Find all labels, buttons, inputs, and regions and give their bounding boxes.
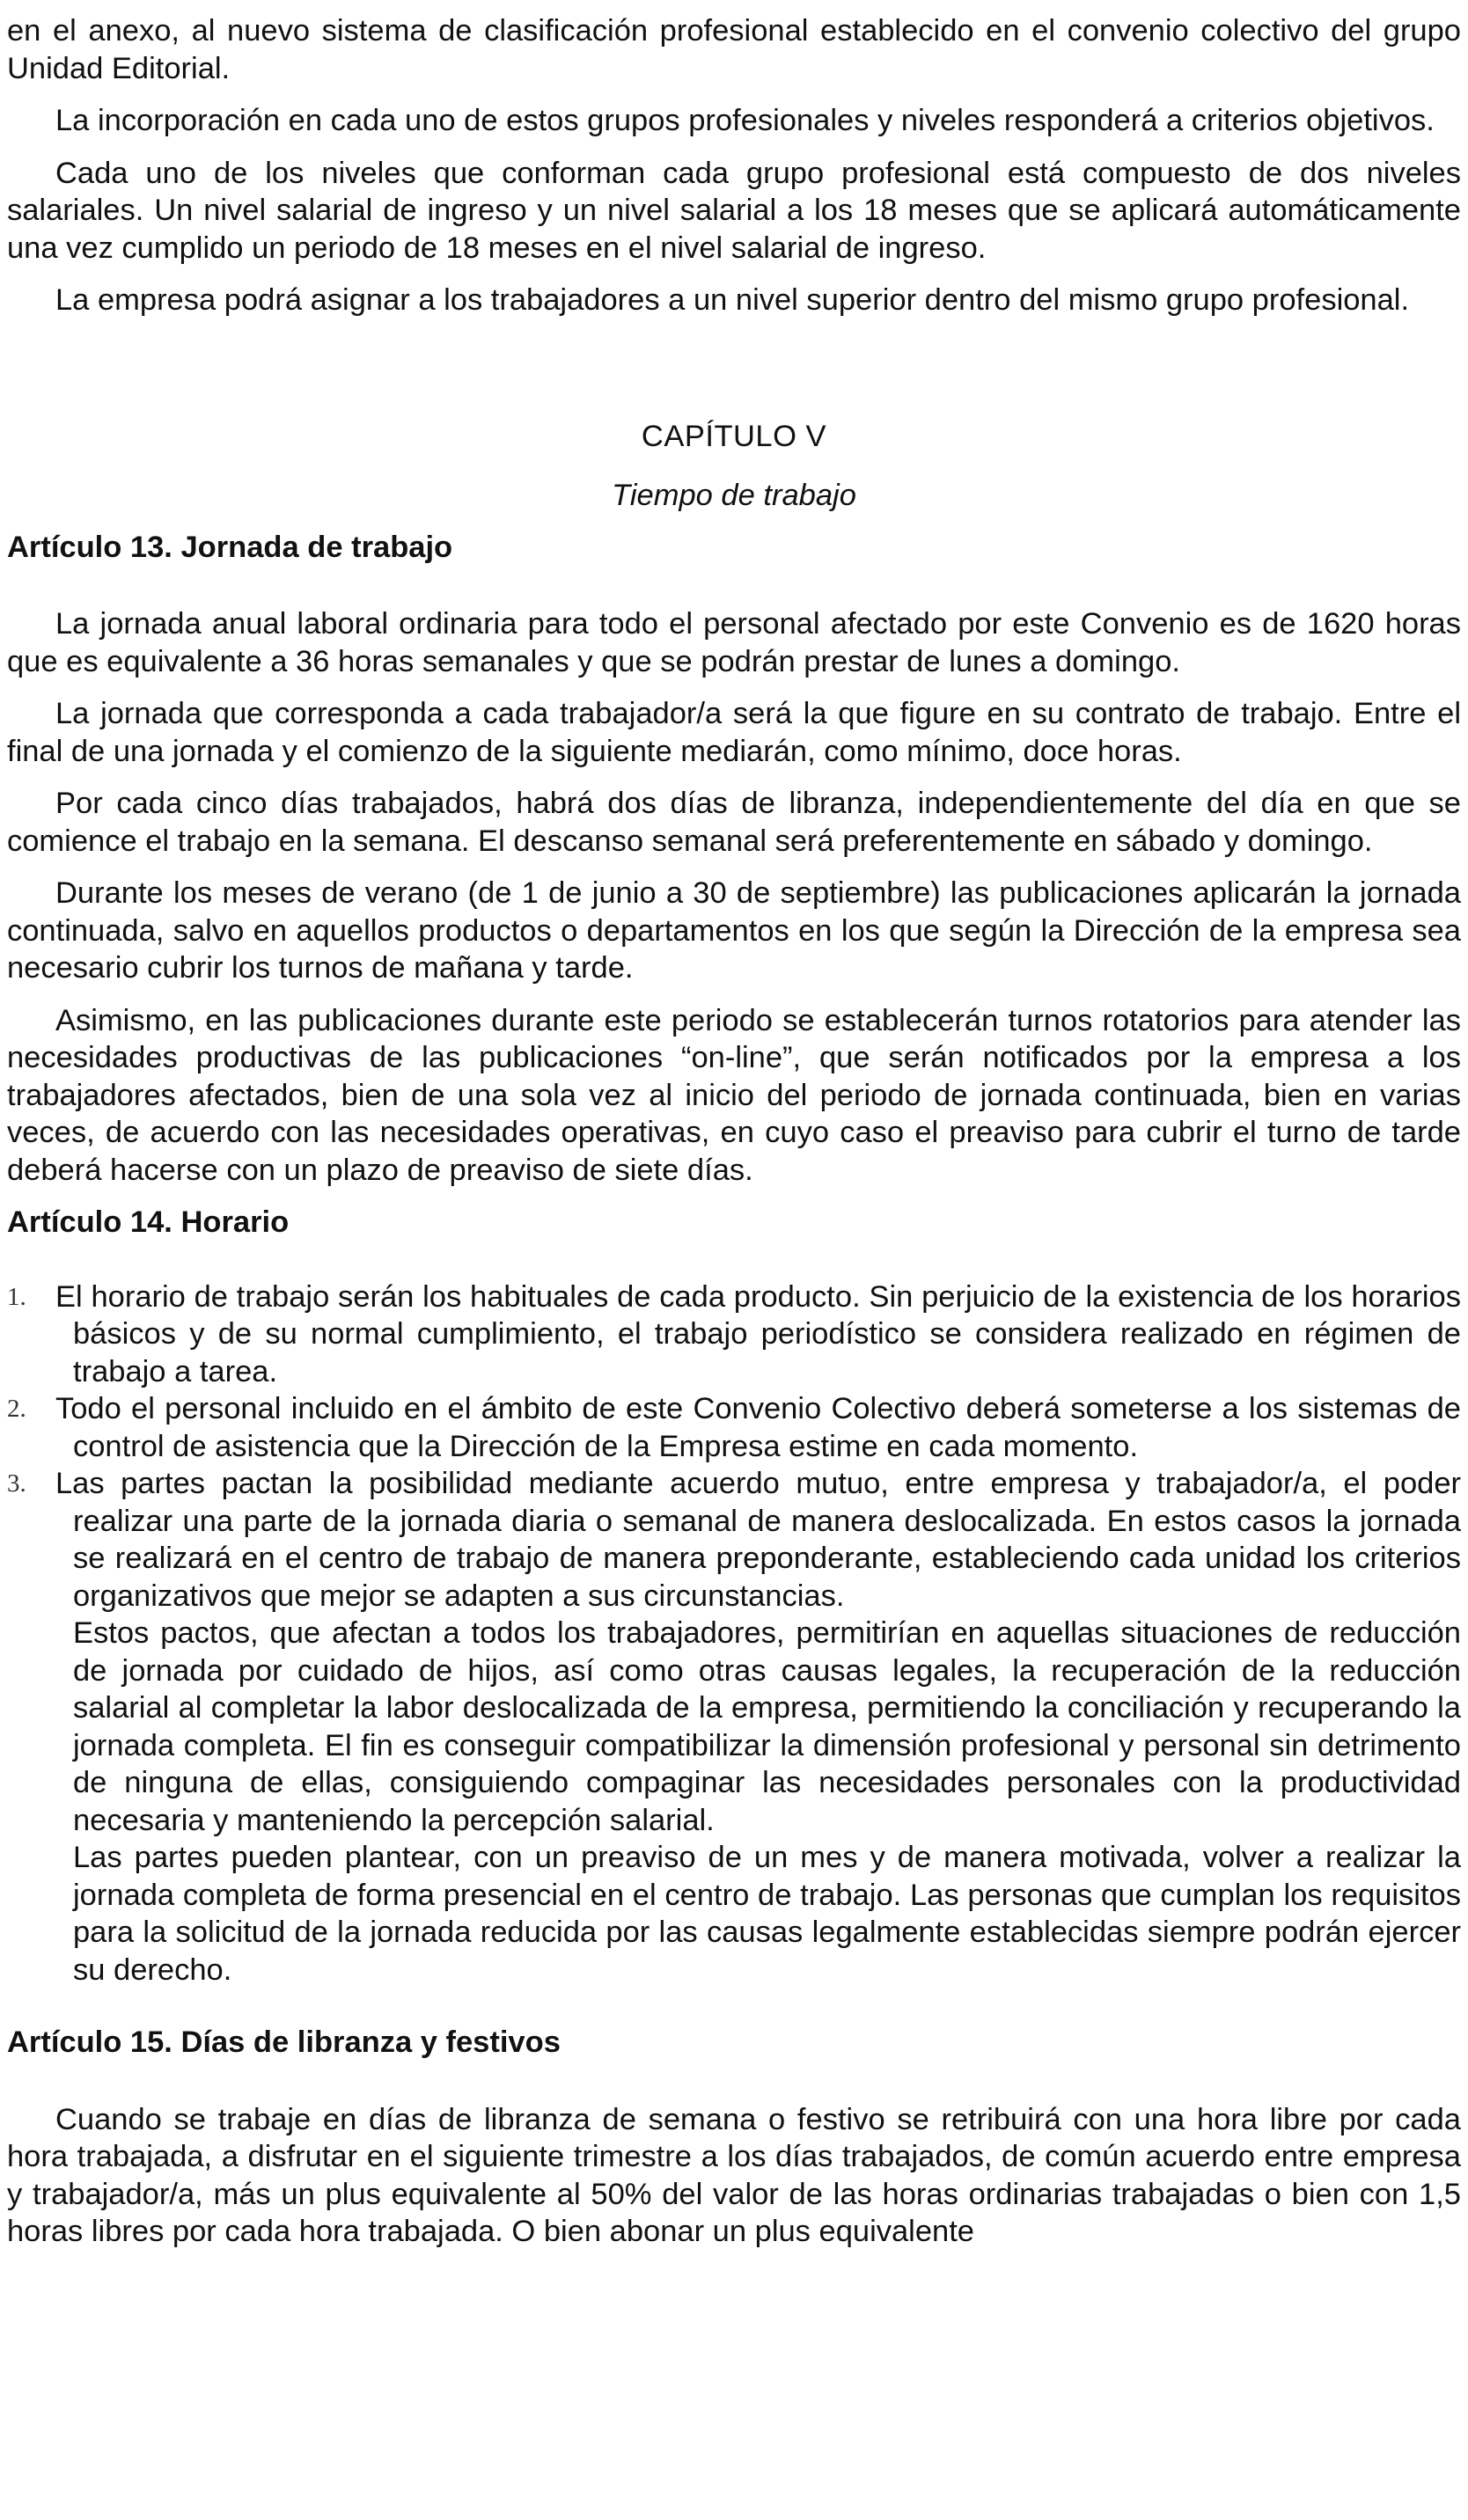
section-gap bbox=[7, 334, 1461, 418]
list-item-continuation: Las partes pueden plantear, con un preaviso de un mes y de manera motivada, volver a realizar la jornada completa de forma presencial en el centro de trabajo. Las personas que cumplan los requisitos para la solicitud de la jornada reducida por las causas legalmente establecidas siempre podrán ejercer su derecho. bbox=[73, 1841, 1461, 1987]
article-15-heading: Artículo 15. Días de libranza y festivos bbox=[7, 2026, 561, 2059]
list-item bbox=[7, 1390, 1461, 1465]
list-item-text: El horario de trabajo serán los habituales de cada producto. Sin perjuicio de la existencia de los horarios básicos y de su normal cumplimiento, el trabajo periodístico se considera realizado en régimen de trabajo a tarea. bbox=[55, 1279, 1461, 1388]
article-13-paragraph: La jornada anual laboral ordinaria para todo el personal afectado por este Convenio es de 1620 horas que es equivalente a 36 horas semanales y que se podrán prestar de lunes a domingo. bbox=[7, 607, 1461, 678]
chapter-subtitle: Tiempo de trabajo bbox=[612, 479, 856, 512]
article-13-paragraph: La jornada que corresponda a cada trabajador/a será la que figure en su contrato de trabajo. Entre el final de una jornada y el comienzo de la siguiente mediarán, como mínimo, doce horas. bbox=[7, 697, 1461, 768]
article-14-heading: Artículo 14. Horario bbox=[7, 1205, 290, 1239]
list-item-continuation: Estos pactos, que afectan a todos los trabajadores, permitirían en aquellas situaciones de reducción de jornada por cuidado de hijos, así como otras causas legales, la recuperación de la reducción salarial al completar la labor deslocalizada de la empresa, permitiendo la conciliación y recuperando la jornada completa. El fin es conseguir compatibilizar la dimensión profesional y personal sin detrimento de ninguna de ellas, consiguiendo compaginar las necesidades personales con la productividad necesaria y manteniendo la percepción salarial. bbox=[73, 1616, 1461, 1837]
list-item bbox=[7, 1465, 1461, 1989]
document-page bbox=[7, 12, 1461, 2266]
list-item-text: Las partes pactan la posibilidad mediante acuerdo mutuo, entre empresa y trabajador/a, el poder realizar una parte de la jornada diaria o semanal de manera deslocalizada. En estos casos la jornada se realizará en el centro de trabajo de manera preponderante, estableciendo cada unidad los criterios organizativos que mejor se adapten a sus circunstancias. bbox=[55, 1467, 1461, 1613]
article-13-paragraph: Durante los meses de verano (de 1 de junio a 30 de septiembre) las publicaciones aplicarán la jornada continuada, salvo en aquellos productos o departamentos en los que según la Dirección de la empresa sea necesario cubrir los turnos de mañana y tarde. bbox=[7, 876, 1461, 985]
list-item bbox=[7, 1278, 1461, 1391]
article-13-heading: Artículo 13. Jornada de trabajo bbox=[7, 530, 453, 564]
intro-paragraph: La incorporación en cada uno de estos grupos profesionales y niveles responderá a criterios objetivos. bbox=[55, 104, 1435, 137]
list-item-number: 1. bbox=[7, 1282, 26, 1311]
article-14-list bbox=[7, 1278, 1461, 1989]
intro-paragraph: en el anexo, al nuevo sistema de clasificación profesional establecido en el convenio colectivo del grupo Unidad Editorial. bbox=[7, 14, 1461, 85]
intro-paragraph: La empresa podrá asignar a los trabajadores a un nivel superior dentro del mismo grupo profesional. bbox=[55, 283, 1410, 317]
intro-paragraph: Cada uno de los niveles que conforman cada grupo profesional está compuesto de dos niveles salariales. Un nivel salarial de ingreso y un nivel salarial a los 18 meses que se aplicará automáticamente una vez cumplido un periodo de 18 meses en el nivel salarial de ingreso. bbox=[7, 156, 1461, 265]
article-13-paragraph: Asimismo, en las publicaciones durante este periodo se establecerán turnos rotatorios para atender las necesidades productivas de las publicaciones “on-line”, que serán notificados por la empresa a los trabajadores afectados, bien de una sola vez al inicio del periodo de jornada continuada, bien en varias veces, de acuerdo con las necesidades operativas, en cuyo caso el preaviso para cubrir el turno de tarde deberá hacerse con un plazo de preaviso de siete días. bbox=[7, 1003, 1461, 1187]
list-item-number: 2. bbox=[7, 1395, 26, 1423]
article-15-paragraph: Cuando se trabaje en días de libranza de semana o festivo se retribuirá con una hora libre por cada hora trabajada, a disfrutar en el siguiente trimestre a los días trabajados, de común acuerdo entre empresa y trabajador/a, más un plus equivalente al 50% del valor de las horas ordinarias trabajadas o bien con 1,5 horas libres por cada hora trabajada. O bien abonar un plus equivalente bbox=[7, 2102, 1461, 2248]
article-13-paragraph: Por cada cinco días trabajados, habrá dos días de libranza, independientemente del día en que se comience el trabajo en la semana. El descanso semanal será preferentemente en sábado y domingo. bbox=[7, 787, 1461, 858]
chapter-title: CAPÍTULO V bbox=[641, 419, 827, 453]
list-item-number: 3. bbox=[7, 1469, 26, 1498]
list-item-text: Todo el personal incluido en el ámbito de este Convenio Colectivo deberá someterse a los sistemas de control de asistencia que la Dirección de la Empresa estime en cada momento. bbox=[55, 1392, 1461, 1463]
